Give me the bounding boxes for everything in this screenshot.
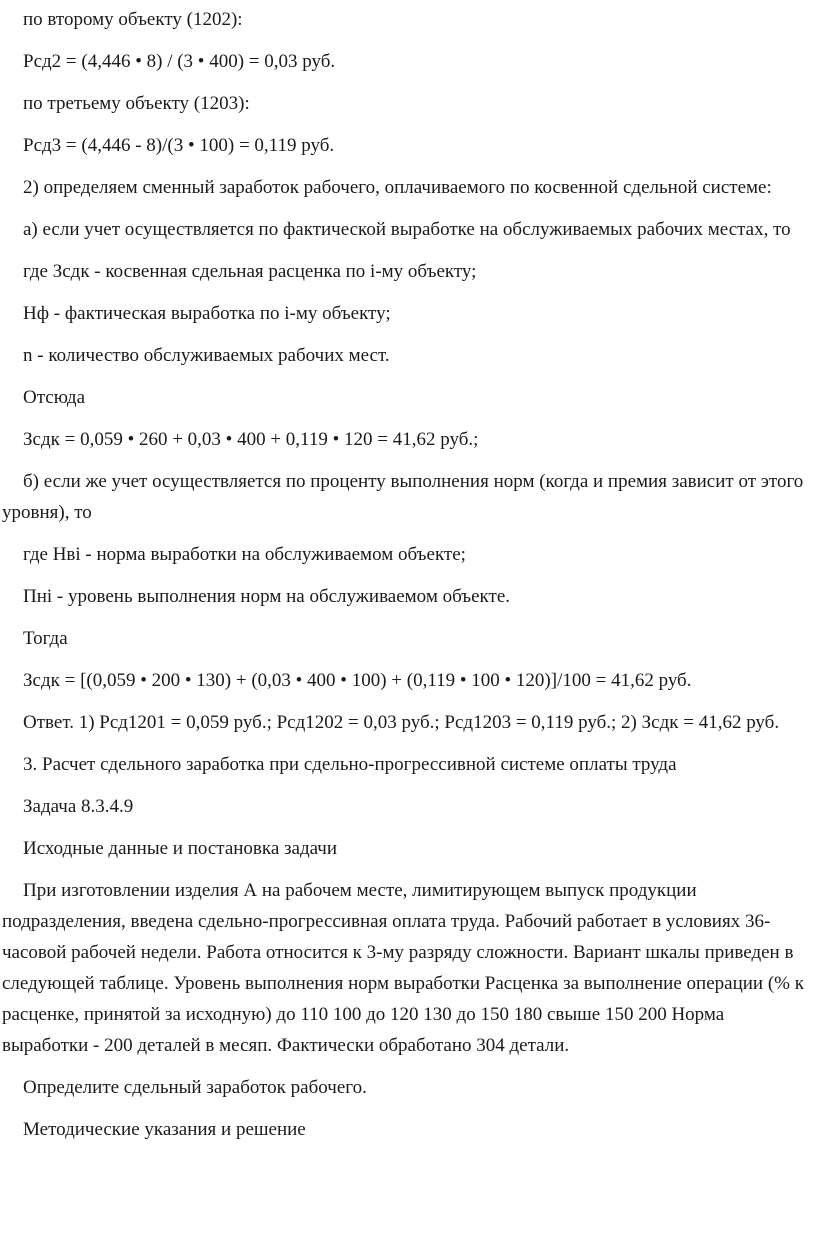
paragraph-shift-earnings-intro: 2) определяем сменный заработок рабочего, оплачиваемого по косвенной сдельной системе: <box>23 177 772 198</box>
paragraph-object-1202-heading: по второму объекту (1202): <box>23 9 243 30</box>
paragraph-zsdk-formula-b: Зсдк = [(0,059 • 200 • 130) + (0,03 • 400 • 100) + (0,119 • 100 • 120)]/100 = 41,62 руб. <box>23 670 692 691</box>
paragraph-def-zsdk: где Зсдк - косвенная сдельная расценка по i-му объекту; <box>23 261 477 282</box>
task-subheading-initial-data: Исходные данные и постановка задачи <box>23 838 338 859</box>
paragraph-case-b: б) если же учет осуществляется по проценту выполнения норм (когда и премия зависит от этого уровня), то <box>2 471 804 523</box>
task-number: Задача 8.3.4.9 <box>23 796 134 817</box>
paragraph-object-1203-heading: по третьему объекту (1203): <box>23 93 250 114</box>
paragraph-zsdk-formula-a: Зсдк = 0,059 • 260 + 0,03 • 400 + 0,119 • 120 = 41,62 руб.; <box>23 429 479 450</box>
paragraph-case-a: а) если учет осуществляется по фактической выработке на обслуживаемых рабочих местах, то <box>23 219 791 240</box>
section-heading-3: 3. Расчет сдельного заработка при сдельно-прогрессивной системе оплаты труда <box>23 754 677 775</box>
paragraph-rsd2-formula: Рсд2 = (4,446 • 8) / (3 • 400) = 0,03 руб. <box>23 51 336 72</box>
paragraph-def-nvi: где Нвi - норма выработки на обслуживаемом объекте; <box>23 544 466 565</box>
task-subheading-method: Методические указания и решение <box>23 1119 306 1140</box>
paragraph-rsd3-formula: Рсд3 = (4,446 - 8)/(3 • 100) = 0,119 руб. <box>23 135 335 156</box>
paragraph-answer: Ответ. 1) Рсд1201 = 0,059 руб.; Рсд1202 = 0,03 руб.; Рсд1203 = 0,119 руб.; 2) Зсдк = 41,62 руб. <box>23 712 780 733</box>
paragraph-task-question: Определите сдельный заработок рабочего. <box>23 1077 367 1098</box>
paragraph-task-description: При изготовлении изделия А на рабочем месте, лимитирующем выпуск продукции подразделения, введена сдельно-прогрессивная оплата труда. Рабочий работает в условиях 36-часовой рабочей недели. Работа относится к 3-му разряду сложности. Вариант шкалы приведен в следующей таблице. Уровень выполнения норм выработки Расценка за выполнение операции (% к расценке, принятой за исходную) до 110 100 до 120 130 до 150 180 свыше 150 200 Норма выработки - 200 деталей в месяп. Фактически обработано 304 детали. <box>2 880 804 1056</box>
paragraph-then: Тогда <box>23 628 68 649</box>
paragraph-def-pni: Пнi - уровень выполнения норм на обслуживаемом объекте. <box>23 586 511 607</box>
paragraph-def-n: n - количество обслуживаемых рабочих мест. <box>23 345 390 366</box>
paragraph-hence: Отсюда <box>23 387 86 408</box>
paragraph-def-nf: Нф - фактическая выработка по i-му объекту; <box>23 303 391 324</box>
